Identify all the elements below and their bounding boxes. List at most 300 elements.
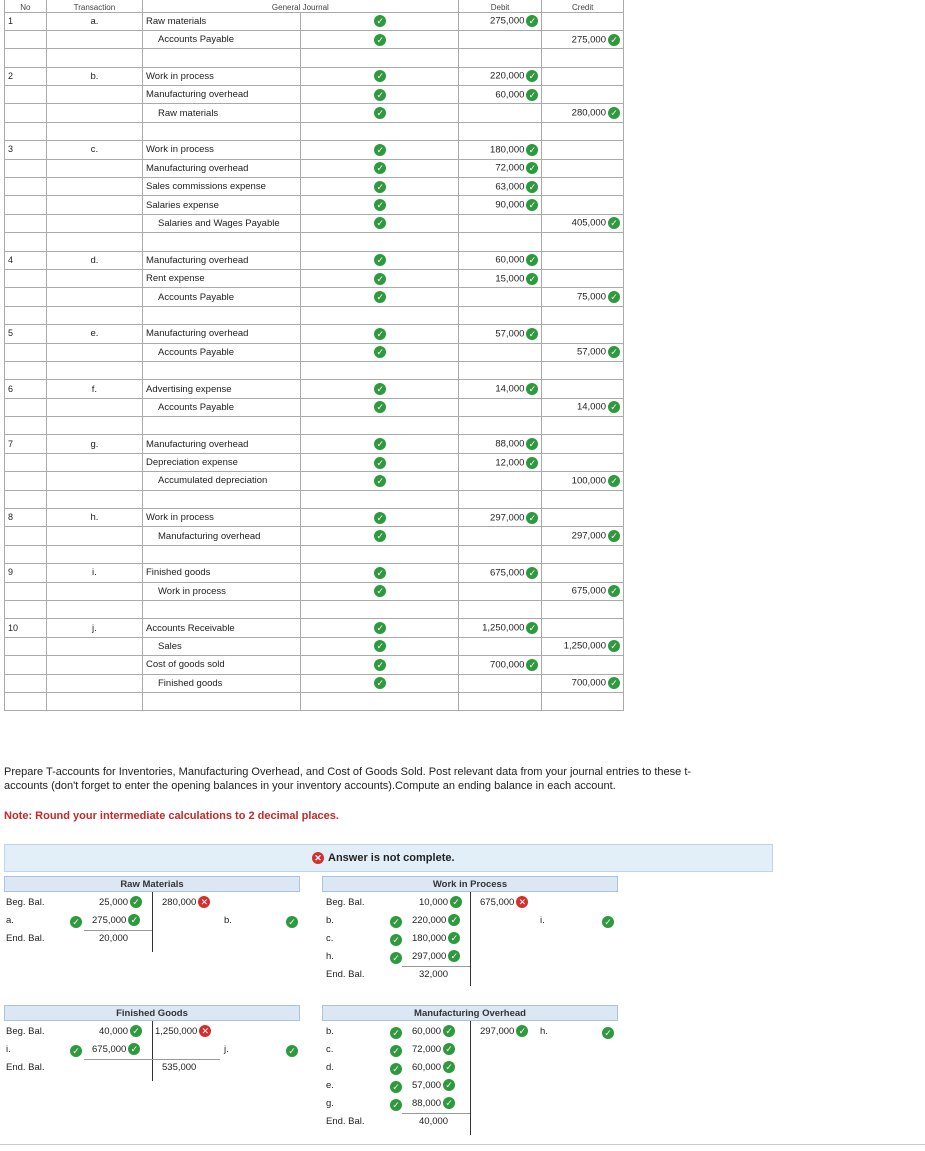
credit-amount[interactable]: 100,000 ✓	[542, 472, 624, 490]
correct-icon: ✓	[374, 383, 386, 395]
debit-amount[interactable]	[458, 104, 542, 122]
journal-line	[5, 619, 624, 637]
correct-icon: ✓	[608, 107, 620, 119]
account-name[interactable]: Rent expense	[143, 269, 301, 287]
debit-amount[interactable]: 60,000 ✓	[458, 86, 542, 104]
correct-icon: ✓	[602, 916, 614, 928]
transaction-letter	[46, 343, 142, 361]
account-name[interactable]: Finished goods	[143, 674, 301, 692]
entry-number	[5, 214, 47, 232]
status-cell	[300, 196, 458, 214]
account-name[interactable]: Finished goods	[143, 564, 301, 582]
credit-amount[interactable]	[542, 251, 624, 269]
t-account-title: Manufacturing Overhead	[322, 1005, 618, 1021]
correct-icon: ✓	[608, 401, 620, 413]
credit-amount[interactable]	[542, 269, 624, 287]
entry-number	[5, 656, 47, 674]
debit-amount[interactable]: 15,000 ✓	[458, 269, 542, 287]
entry-number: 8	[5, 509, 47, 527]
credit-amount[interactable]	[542, 453, 624, 471]
status-cell	[300, 251, 458, 269]
debit-amount[interactable]: 90,000 ✓	[458, 196, 542, 214]
debit-amount[interactable]: 1,250,000 ✓	[458, 619, 542, 637]
account-name[interactable]: Manufacturing overhead	[143, 325, 301, 343]
status-cell	[300, 325, 458, 343]
journal-line	[5, 435, 624, 453]
account-name[interactable]: Work in process	[143, 509, 301, 527]
credit-amount[interactable]: 700,000 ✓	[542, 674, 624, 692]
correct-icon: ✓	[390, 934, 402, 946]
debit-label: b.	[326, 1026, 334, 1037]
entry-number	[5, 472, 47, 490]
credit-amount[interactable]	[542, 564, 624, 582]
end-bal-label: End. Bal.	[326, 1116, 365, 1127]
debit-amount[interactable]	[458, 288, 542, 306]
correct-icon: ✓	[374, 181, 386, 193]
correct-icon: ✓	[70, 1045, 82, 1057]
account-name[interactable]: Accounts Payable	[143, 288, 301, 306]
debit-value[interactable]: 60,000 ✓	[412, 1023, 455, 1041]
correct-icon: ✓	[374, 254, 386, 266]
status-cell	[300, 453, 458, 471]
transaction-letter	[46, 159, 142, 177]
debit-amount[interactable]	[458, 582, 542, 600]
status-cell	[300, 637, 458, 655]
debit-amount[interactable]: 675,000 ✓	[458, 564, 542, 582]
correct-icon: ✓	[374, 401, 386, 413]
debit-value[interactable]: 60,000 ✓	[412, 1059, 455, 1077]
credit-amount[interactable]: 75,000 ✓	[542, 288, 624, 306]
credit-amount[interactable]	[542, 178, 624, 196]
account-name[interactable]: Salaries expense	[143, 196, 301, 214]
col-transaction-header: Transaction	[46, 0, 142, 12]
entry-number	[5, 104, 47, 122]
correct-icon: ✓	[608, 640, 620, 652]
credit-amount[interactable]: 405,000 ✓	[542, 214, 624, 232]
entry-number	[5, 343, 47, 361]
transaction-letter: f.	[46, 380, 142, 398]
end-bal-value[interactable]: 20,000	[99, 933, 129, 944]
end-bal-label: End. Bal.	[6, 933, 45, 944]
debit-amount[interactable]	[458, 527, 542, 545]
correct-icon: ✓	[374, 659, 386, 671]
credit-amount[interactable]: 675,000 ✓	[542, 582, 624, 600]
debit-label: c.	[326, 1044, 334, 1055]
account-name[interactable]: Accumulated depreciation	[143, 472, 301, 490]
entry-number: 10	[5, 619, 47, 637]
correct-icon: ✓	[286, 1045, 298, 1057]
correct-icon: ✓	[526, 328, 538, 340]
status-cell	[300, 86, 458, 104]
debit-value[interactable]: 275,000 ✓	[92, 912, 140, 930]
account-name[interactable]: Advertising expense	[143, 380, 301, 398]
correct-icon: ✓	[390, 952, 402, 964]
correct-icon: ✓	[608, 475, 620, 487]
credit-amount[interactable]	[542, 67, 624, 85]
status-cell	[300, 619, 458, 637]
correct-icon: ✓	[374, 70, 386, 82]
credit-amount[interactable]	[542, 196, 624, 214]
credit-amount[interactable]: 297,000 ✓	[542, 527, 624, 545]
debit-amount[interactable]	[458, 214, 542, 232]
correct-icon: ✓	[374, 346, 386, 358]
account-name[interactable]: Work in process	[143, 582, 301, 600]
journal-line	[5, 196, 624, 214]
col-journal-header: General Journal	[143, 0, 459, 12]
debit-amount[interactable]: 60,000 ✓	[458, 251, 542, 269]
entry-number: 7	[5, 435, 47, 453]
credit-amount[interactable]: 57,000 ✓	[542, 343, 624, 361]
credit-value[interactable]: 280,000 ✕	[162, 894, 210, 912]
rounding-note: Note: Round your intermediate calculations to 2 decimal places.	[4, 810, 339, 822]
transaction-letter: a.	[46, 12, 142, 30]
correct-icon: ✓	[374, 457, 386, 469]
transaction-letter: e.	[46, 325, 142, 343]
correct-icon: ✓	[608, 530, 620, 542]
correct-icon: ✓	[443, 1043, 455, 1055]
debit-label: a.	[6, 915, 14, 926]
debit-amount[interactable]: 12,000 ✓	[458, 453, 542, 471]
credit-amount[interactable]	[542, 141, 624, 159]
debit-label: d.	[326, 1062, 334, 1073]
transaction-letter	[46, 86, 142, 104]
status-cell	[300, 509, 458, 527]
col-credit-header: Credit	[542, 0, 624, 12]
correct-icon: ✓	[374, 585, 386, 597]
journal-spacer-row	[5, 122, 624, 140]
account-name[interactable]: Sales commissions expense	[143, 178, 301, 196]
account-name[interactable]: Accounts Receivable	[143, 619, 301, 637]
journal-spacer-row	[5, 692, 624, 710]
transaction-letter	[46, 288, 142, 306]
debit-label: e.	[326, 1080, 334, 1091]
credit-amount[interactable]	[542, 435, 624, 453]
entry-number	[5, 398, 47, 416]
entry-number	[5, 288, 47, 306]
incorrect-icon: ✕	[516, 896, 528, 908]
status-cell	[300, 288, 458, 306]
correct-icon: ✓	[608, 677, 620, 689]
end-bal-value[interactable]: 535,000	[162, 1062, 197, 1073]
status-cell	[300, 214, 458, 232]
col-no-header: No	[5, 0, 47, 12]
transaction-letter	[46, 472, 142, 490]
t-account-raw-materials	[4, 876, 300, 956]
credit-amount[interactable]	[542, 380, 624, 398]
journal-line	[5, 12, 624, 30]
debit-value[interactable]: 297,000 ✓	[412, 948, 460, 966]
correct-icon: ✓	[608, 217, 620, 229]
incorrect-icon: ✕	[198, 896, 210, 908]
debit-amount[interactable]	[458, 343, 542, 361]
beg-bal-label: Beg. Bal.	[6, 1026, 45, 1037]
correct-icon: ✓	[374, 475, 386, 487]
debit-amount[interactable]: 700,000 ✓	[458, 656, 542, 674]
credit-amount[interactable]: 275,000 ✓	[542, 30, 624, 48]
beg-bal-value[interactable]: 25,000 ✓	[99, 894, 142, 912]
status-cell	[300, 674, 458, 692]
debit-value[interactable]: 675,000 ✓	[92, 1041, 140, 1059]
account-name[interactable]: Salaries and Wages Payable	[143, 214, 301, 232]
journal-line	[5, 343, 624, 361]
correct-icon: ✓	[526, 659, 538, 671]
entry-number	[5, 453, 47, 471]
beg-bal-value[interactable]: 40,000 ✓	[99, 1023, 142, 1041]
journal-line	[5, 251, 624, 269]
correct-icon: ✓	[448, 932, 460, 944]
transaction-letter	[46, 453, 142, 471]
correct-icon: ✓	[374, 438, 386, 450]
t-account-finished-goods	[4, 1005, 300, 1085]
correct-icon: ✓	[374, 107, 386, 119]
beg-bal-label: Beg. Bal.	[326, 897, 365, 908]
beg-bal-value[interactable]: 10,000 ✓	[419, 894, 462, 912]
correct-icon: ✓	[390, 1081, 402, 1093]
end-bal-label: End. Bal.	[326, 969, 365, 980]
correct-icon: ✓	[526, 15, 538, 27]
account-name[interactable]: Depreciation expense	[143, 453, 301, 471]
correct-icon: ✓	[374, 217, 386, 229]
debit-value[interactable]: 72,000 ✓	[412, 1041, 455, 1059]
journal-line	[5, 178, 624, 196]
entry-number: 2	[5, 67, 47, 85]
transaction-letter	[46, 214, 142, 232]
instructions-text: Prepare T-accounts for Inventories, Manufacturing Overhead, and Cost of Goods Sold. Post relevant data from your journal entries to these t-accounts (don't forget to enter the opening balances in your inventory accounts).Compute an ending balance in each account.	[4, 766, 692, 792]
transaction-letter	[46, 196, 142, 214]
debit-amount[interactable]: 88,000 ✓	[458, 435, 542, 453]
credit-amount[interactable]	[542, 619, 624, 637]
credit-amount[interactable]: 1,250,000 ✓	[542, 637, 624, 655]
incorrect-icon: ✕	[199, 1025, 211, 1037]
credit-amount[interactable]: 14,000 ✓	[542, 398, 624, 416]
correct-icon: ✓	[374, 677, 386, 689]
journal-spacer-row	[5, 233, 624, 251]
journal-line	[5, 637, 624, 655]
transaction-letter: i.	[46, 564, 142, 582]
journal-line	[5, 582, 624, 600]
debit-amount[interactable]	[458, 472, 542, 490]
journal-spacer-row	[5, 361, 624, 379]
correct-icon: ✓	[526, 622, 538, 634]
correct-icon: ✓	[443, 1079, 455, 1091]
journal-line	[5, 159, 624, 177]
correct-icon: ✓	[374, 640, 386, 652]
debit-value[interactable]: 88,000 ✓	[412, 1095, 455, 1113]
answer-status-text: Answer is not complete.	[328, 852, 455, 864]
transaction-letter	[46, 527, 142, 545]
correct-icon: ✓	[526, 567, 538, 579]
beg-bal-label: Beg. Bal.	[6, 897, 45, 908]
correct-icon: ✓	[526, 273, 538, 285]
correct-icon: ✓	[608, 346, 620, 358]
credit-amount[interactable]	[542, 159, 624, 177]
account-name[interactable]: Accounts Payable	[143, 398, 301, 416]
account-name[interactable]: Work in process	[143, 67, 301, 85]
debit-amount[interactable]	[458, 30, 542, 48]
t-account-title: Raw Materials	[4, 876, 300, 892]
correct-icon: ✓	[450, 896, 462, 908]
status-cell	[300, 435, 458, 453]
journal-spacer-row	[5, 417, 624, 435]
correct-icon: ✓	[390, 1099, 402, 1111]
correct-icon: ✓	[374, 328, 386, 340]
transaction-letter: c.	[46, 141, 142, 159]
debit-amount[interactable]: 180,000 ✓	[458, 141, 542, 159]
journal-line	[5, 325, 624, 343]
correct-icon: ✓	[390, 1027, 402, 1039]
journal-spacer-row	[5, 545, 624, 563]
journal-line	[5, 472, 624, 490]
t-account-title: Work in Process	[322, 876, 618, 892]
debit-amount[interactable]: 220,000 ✓	[458, 67, 542, 85]
transaction-letter: g.	[46, 435, 142, 453]
credit-label: h.	[540, 1026, 548, 1037]
credit-amount[interactable]: 280,000 ✓	[542, 104, 624, 122]
account-name[interactable]: Raw materials	[143, 12, 301, 30]
status-cell	[300, 159, 458, 177]
debit-amount[interactable]: 297,000 ✓	[458, 509, 542, 527]
account-name[interactable]: Manufacturing overhead	[143, 527, 301, 545]
journal-line	[5, 86, 624, 104]
transaction-letter	[46, 30, 142, 48]
correct-icon: ✓	[374, 622, 386, 634]
correct-icon: ✓	[390, 1045, 402, 1057]
correct-icon: ✓	[526, 199, 538, 211]
correct-icon: ✓	[526, 383, 538, 395]
status-cell	[300, 178, 458, 196]
debit-label: g.	[326, 1098, 334, 1109]
correct-icon: ✓	[443, 1061, 455, 1073]
debit-label: h.	[326, 951, 334, 962]
credit-value[interactable]: 1,250,000 ✕	[155, 1023, 211, 1041]
account-name[interactable]: Manufacturing overhead	[143, 159, 301, 177]
debit-amount[interactable]: 275,000 ✓	[458, 12, 542, 30]
debit-amount[interactable]	[458, 398, 542, 416]
correct-icon: ✓	[448, 914, 460, 926]
correct-icon: ✓	[374, 512, 386, 524]
transaction-letter	[46, 104, 142, 122]
correct-icon: ✓	[608, 585, 620, 597]
end-bal-value[interactable]: 40,000	[419, 1116, 449, 1127]
correct-icon: ✓	[286, 916, 298, 928]
account-name[interactable]: Sales	[143, 637, 301, 655]
entry-number	[5, 527, 47, 545]
transaction-letter	[46, 269, 142, 287]
account-name[interactable]: Raw materials	[143, 104, 301, 122]
end-bal-value[interactable]: 32,000	[419, 969, 449, 980]
journal-line	[5, 214, 624, 232]
correct-icon: ✓	[516, 1025, 528, 1037]
account-name[interactable]: Manufacturing overhead	[143, 251, 301, 269]
status-cell	[300, 380, 458, 398]
journal-line	[5, 269, 624, 287]
debit-label: i.	[6, 1044, 11, 1055]
journal-line	[5, 104, 624, 122]
journal-line	[5, 141, 624, 159]
entry-number: 3	[5, 141, 47, 159]
correct-icon: ✓	[374, 162, 386, 174]
journal-spacer-row	[5, 601, 624, 619]
entry-number	[5, 637, 47, 655]
correct-icon: ✓	[130, 1025, 142, 1037]
account-name[interactable]: Accounts Payable	[143, 343, 301, 361]
account-name[interactable]: Work in process	[143, 141, 301, 159]
journal-spacer-row	[5, 49, 624, 67]
debit-value[interactable]: 220,000 ✓	[412, 912, 460, 930]
credit-label: i.	[540, 915, 545, 926]
debit-amount[interactable]	[458, 674, 542, 692]
transaction-letter	[46, 582, 142, 600]
debit-amount[interactable]	[458, 637, 542, 655]
entry-number	[5, 582, 47, 600]
credit-value[interactable]: 297,000 ✓	[480, 1023, 528, 1041]
account-name[interactable]: Manufacturing overhead	[143, 435, 301, 453]
t-account-title: Finished Goods	[4, 1005, 300, 1021]
credit-value[interactable]: 675,000 ✕	[480, 894, 528, 912]
transaction-letter	[46, 637, 142, 655]
debit-amount[interactable]: 14,000 ✓	[458, 380, 542, 398]
debit-amount[interactable]: 63,000 ✓	[458, 178, 542, 196]
transaction-letter	[46, 656, 142, 674]
correct-icon: ✓	[526, 512, 538, 524]
incorrect-icon: ✕	[312, 852, 324, 864]
credit-amount[interactable]	[542, 86, 624, 104]
journal-line	[5, 656, 624, 674]
credit-amount[interactable]	[542, 509, 624, 527]
debit-amount[interactable]: 57,000 ✓	[458, 325, 542, 343]
entry-number: 6	[5, 380, 47, 398]
correct-icon: ✓	[374, 273, 386, 285]
status-cell	[300, 30, 458, 48]
debit-value[interactable]: 57,000 ✓	[412, 1077, 455, 1095]
entry-number: 9	[5, 564, 47, 582]
status-cell	[300, 343, 458, 361]
entry-number	[5, 196, 47, 214]
correct-icon: ✓	[602, 1027, 614, 1039]
transaction-letter: d.	[46, 251, 142, 269]
debit-amount[interactable]: 72,000 ✓	[458, 159, 542, 177]
correct-icon: ✓	[526, 438, 538, 450]
correct-icon: ✓	[608, 34, 620, 46]
correct-icon: ✓	[526, 144, 538, 156]
status-cell	[300, 472, 458, 490]
transaction-letter: h.	[46, 509, 142, 527]
account-name[interactable]: Manufacturing overhead	[143, 86, 301, 104]
correct-icon: ✓	[374, 567, 386, 579]
correct-icon: ✓	[390, 916, 402, 928]
credit-amount[interactable]	[542, 325, 624, 343]
t-account-manufacturing-overhead	[322, 1005, 618, 1135]
t-account-work-in-process	[322, 876, 618, 986]
correct-icon: ✓	[130, 896, 142, 908]
correct-icon: ✓	[526, 89, 538, 101]
credit-amount[interactable]	[542, 12, 624, 30]
account-name[interactable]: Accounts Payable	[143, 30, 301, 48]
entry-number	[5, 674, 47, 692]
correct-icon: ✓	[608, 291, 620, 303]
correct-icon: ✓	[443, 1097, 455, 1109]
general-journal-table	[4, 0, 624, 711]
debit-value[interactable]: 180,000 ✓	[412, 930, 460, 948]
journal-line	[5, 398, 624, 416]
credit-label: b.	[224, 915, 232, 926]
credit-label: j.	[224, 1044, 229, 1055]
journal-spacer-row	[5, 490, 624, 508]
account-name[interactable]: Cost of goods sold	[143, 656, 301, 674]
credit-amount[interactable]	[542, 656, 624, 674]
correct-icon: ✓	[374, 199, 386, 211]
correct-icon: ✓	[374, 34, 386, 46]
